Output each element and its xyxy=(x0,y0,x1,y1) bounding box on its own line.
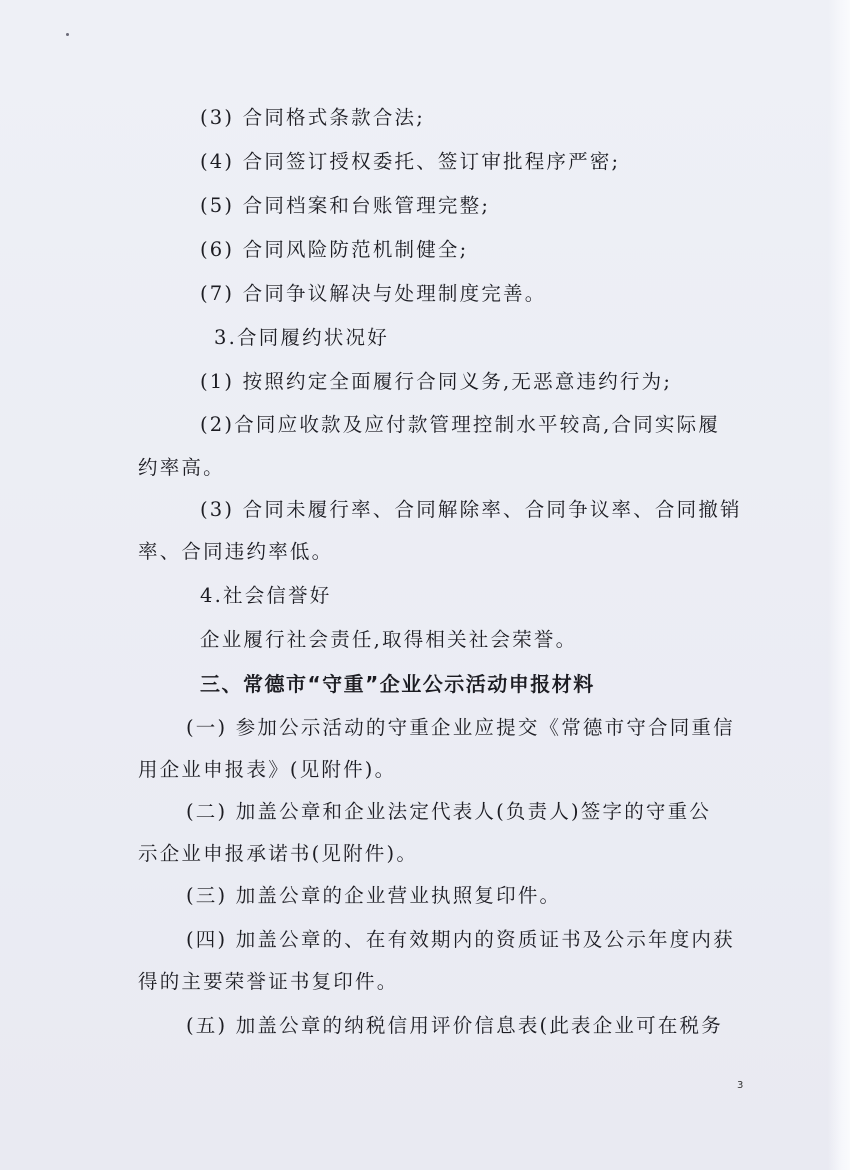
part-3-heading: 三、常德市“守重”企业公示活动申报材料 xyxy=(200,672,595,696)
material-3: (三) 加盖公章的企业营业执照复印件。 xyxy=(186,884,562,907)
material-2-continuation: 示企业申报承诺书(见附件)。 xyxy=(138,842,419,865)
section-4-body: 企业履行社会责任,取得相关社会荣誉。 xyxy=(200,628,578,651)
page-edge xyxy=(828,0,850,1170)
material-1-continuation: 用企业申报表》(见附件)。 xyxy=(138,758,397,781)
item-2-receivables: (2)合同应收款及应付款管理控制水平较高,合同实际履 xyxy=(200,413,721,436)
item-5-archive: (5) 合同档案和台账管理完整; xyxy=(200,194,491,217)
material-5: (五) 加盖公章的纳税信用评价信息表(此表企业可在税务 xyxy=(186,1014,723,1037)
item-3-continuation: 率、合同违约率低。 xyxy=(138,540,334,563)
item-4-authorization: (4) 合同签订授权委托、签订审批程序严密; xyxy=(200,150,621,173)
item-2-continuation: 约率高。 xyxy=(138,456,225,479)
material-2: (二) 加盖公章和企业法定代表人(负责人)签字的守重公 xyxy=(186,800,712,823)
item-1-full-performance: (1) 按照约定全面履行合同义务,无恶意违约行为; xyxy=(200,370,673,393)
material-4-continuation: 得的主要荣誉证书复印件。 xyxy=(138,970,399,993)
item-6-risk-prevention: (6) 合同风险防范机制健全; xyxy=(200,238,469,261)
item-3-format-clause: (3) 合同格式条款合法; xyxy=(200,106,425,129)
page-number: 3 xyxy=(737,1080,744,1091)
scan-speck xyxy=(66,33,69,36)
section-3-title: 3.合同履约状况好 xyxy=(214,326,389,349)
section-4-title: 4.社会信誉好 xyxy=(200,584,332,607)
material-4: (四) 加盖公章的、在有效期内的资质证书及公示年度内获 xyxy=(186,928,735,951)
item-3-rates: (3) 合同未履行率、合同解除率、合同争议率、合同撤销 xyxy=(200,498,742,521)
material-1: (一) 参加公示活动的守重企业应提交《常德市守合同重信 xyxy=(186,716,735,739)
item-7-dispute-resolution: (7) 合同争议解决与处理制度完善。 xyxy=(200,282,547,305)
